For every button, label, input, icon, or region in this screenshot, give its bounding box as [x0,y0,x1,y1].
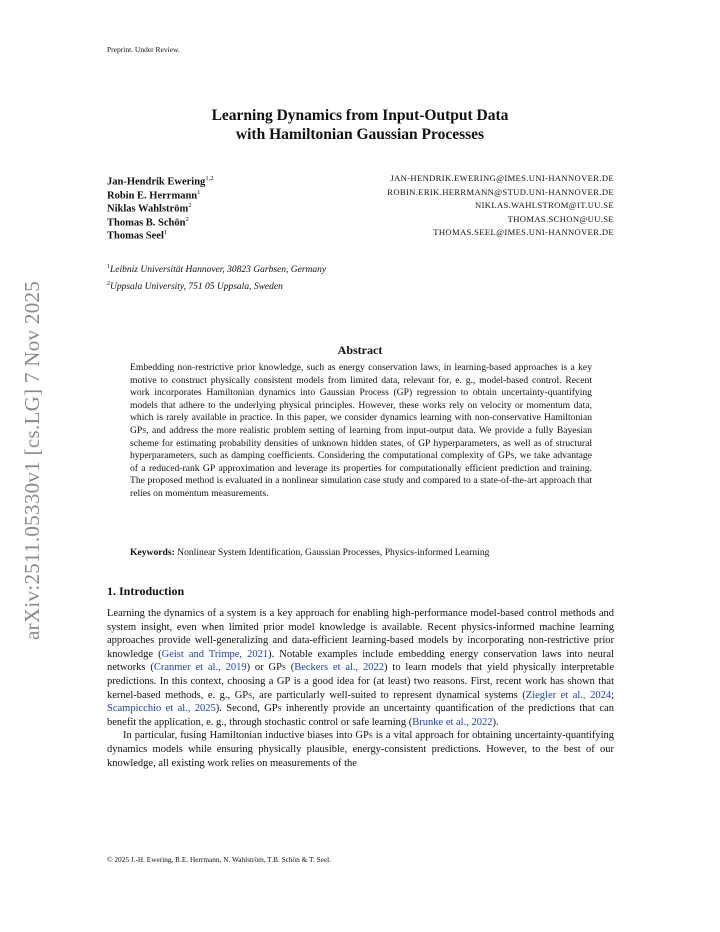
author-email[interactable]: JAN-HENDRIK.EWERING@IMES.UNI-HANNOVER.DE [390,173,614,183]
author-email[interactable]: THOMAS.SCHON@UU.SE [507,213,614,224]
author-affil-mark: 1,2 [205,175,214,182]
keywords-text: Nonlinear System Identification, Gaussian Processes, Physics-informed Learning [174,547,490,558]
preprint-note: Preprint. Under Review. [107,45,180,54]
gp-abbrev: GPs [355,730,373,742]
section-body [107,607,614,770]
author-affil-mark: 1 [197,188,201,196]
title-line-1: Learning Dynamics from Input-Output Data [211,107,509,124]
author-email[interactable]: THOMAS.SEEL@IMES.UNI-HANNOVER.DE [433,227,614,238]
author-name: Thomas Seel [107,230,164,242]
gp-abbrev: GPs [130,424,147,436]
author-row [107,213,614,227]
gp-abbrev: GPs [268,662,286,674]
paragraph: In particular, fusing Hamiltonian inductive biases into GPs is a vital approach for obtaining uncertainty-quantifying dynamics models while ensuring physically plausible, energy-consistent predictions. However, to the best of our knowledge, all existing work relies on measurements of the [107,730,615,769]
affiliation-mark: 1 [107,264,110,270]
arxiv-identifier[interactable]: arXiv:2511.05330v1 [cs.LG] 7 Nov 2025 [20,280,44,640]
affiliation-text: Leibniz Universität Hannover, 30823 Garbsen, Germany [110,265,327,276]
paragraph: Learning the dynamics of a system is a key approach for enabling high-performance model-based control methods and system insight, even when limited prior model knowledge is available. Recent physics-informed machine learning approaches provide well-generalizing and data-efficient learning-based models by incorporating non-restrictive prior knowledge (Geist and Trimpe, 2021). Notable examples include embedding energy conservation laws into neural networks (Cranmer et al., 2019) or GPs (Beckers et al., 2022) to learn models that yield physically interpretable predictions. In this context, choosing a GP is a good idea for (at least) two reasons. First, recent work has shown that kernel-based methods, e. g., GPs, are particularly well-suited to represent dynamical systems (Ziegler et al., 2024; Scampicchio et al., 2025). Second, GPs inherently provide an uncertainty quantification of the predictions that can benefit the application, e. g., through stochastic control or safe learning (Brunke et al., 2022). [107,608,614,728]
affiliations [107,260,326,294]
gp-abbrev: GPs [234,689,253,701]
keywords-label: Keywords: [130,547,175,558]
abstract-heading: Abstract [337,343,383,357]
author-name: Niklas Wahlström [107,203,189,215]
gp-abbrev: GP [396,387,409,399]
author-row [107,186,614,200]
gp-abbrev: GP [418,437,431,449]
author-email[interactable]: NIKLAS.WAHLSTROM@IT.UU.SE [475,200,614,211]
author-affil-mark: 1 [163,229,168,237]
author-list [107,172,614,240]
section-heading: 1. Introduction [107,584,185,598]
author-row [107,226,614,240]
abstract-body: Embedding non-restrictive prior knowledge, such as energy conservation laws, in learning-based approaches is a key motive to construct physically consistent models from limited data, relevant for, e. g., model-based control. Recent work incorporates Hamiltonian dynamics into Gaussian Process (GP) regression to obtain uncertainty-quantifying models that adhere to the underlying physical principles. However, these works rely on velocity or momentum data, which is rarely available in practice. In this paper, we consider dynamics learning with non-conservative Hamiltonian GPs, and address the more realistic problem setting of learning from input-output data. We provide a fully Bayesian scheme for estimating probability densities of unknown hidden states, of GP hyperparameters, as well as of structural hyperparameters, such as damping coefficients. Considering the computational complexity of GPs, we take advantage of a reduced-rank GP approximation and leverage its properties for computationally efficient prediction and training. The proposed method is evaluated in a nonlinear simulation case study and compared to a state-of-the-art approach that relies on momentum measurements. [130,362,593,499]
citation-link[interactable]: Cranmer et al., 2019 [153,662,247,674]
gp-abbrev: GPs [264,703,282,715]
citation-link[interactable]: Brunke et al., 2022 [412,716,493,728]
author-affil-mark: 2 [185,215,189,223]
author-email[interactable]: ROBIN.ERIK.HERRMANN@STUD.UNI-HANNOVER.DE [387,186,614,197]
author-row [107,172,614,186]
gp-abbrev: GP [202,462,216,474]
copyright-footer: © 2025 J.-H. Ewering, R.E. Herrmann, N. Wahlström, T.B. Schön & T. Seel. [107,855,331,864]
gp-abbrev: GP [276,675,291,687]
citation-link[interactable]: Beckers et al., 2022 [294,662,385,674]
affiliation-mark: 2 [107,281,110,288]
keywords [130,547,592,558]
affiliation [107,260,326,277]
paper-title [0,106,720,144]
affiliation-text: Uppsala University, 751 05 Uppsala, Sweden [110,282,283,293]
affiliation [107,277,326,294]
title-line-2: with Hamiltonian Gaussian Processes [235,126,485,143]
gp-abbrev: GPs [498,450,515,462]
author-name: Jan-Hendrik Ewering [107,176,206,188]
citation-link[interactable]: Ziegler et al., 2024 [525,689,612,701]
citation-link[interactable]: Geist and Trimpe, 2021 [161,648,269,660]
author-name: Robin E. Herrmann [107,190,198,202]
citation-link[interactable]: Scampicchio et al., 2025 [107,703,216,715]
author-name: Thomas B. Schön [107,217,186,229]
author-affil-mark: 2 [188,202,192,210]
author-row [107,199,614,213]
